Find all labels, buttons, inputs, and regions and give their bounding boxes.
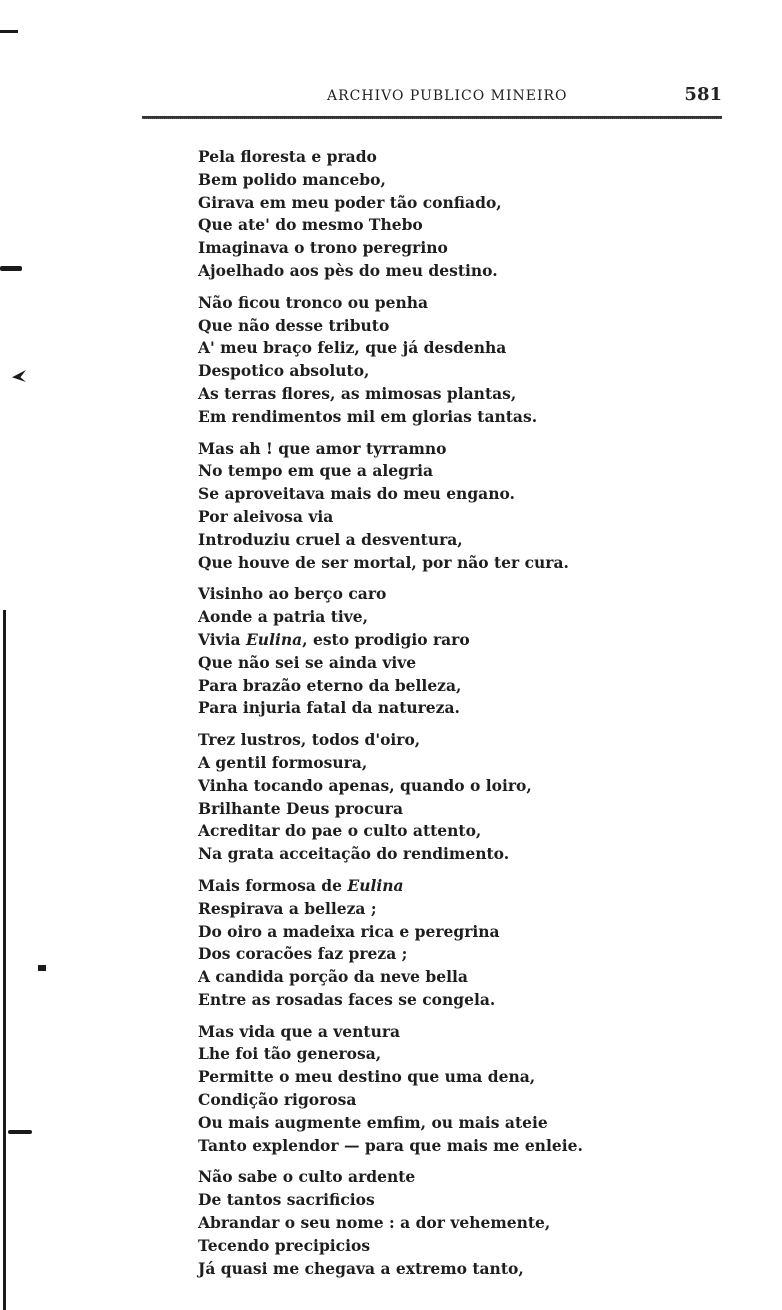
verse-line: Aonde a patria tive,: [198, 607, 369, 627]
verse-line: Entre as rosadas faces se congela.: [198, 989, 496, 1009]
verse-line: Para brazão eterno da belleza,: [198, 675, 462, 695]
verse-line: A' meu braço feliz, que já desdenha: [198, 338, 507, 358]
verse-line: Visinho ao berço caro: [198, 584, 387, 604]
verse-line: Pela floresta e prado: [198, 147, 377, 166]
verse-line: A gentil formosura,: [198, 752, 368, 772]
page-number: 581: [684, 84, 722, 105]
margin-mark: [0, 266, 22, 271]
verse-line: Tecendo precipicios: [198, 1235, 371, 1255]
stanza-4: [198, 583, 558, 720]
poem-body: [198, 146, 583, 1289]
verse-line: Brilhante Deus procura: [198, 798, 403, 818]
verse-line: Que houve de ser mortal, por não ter cura.: [198, 552, 569, 572]
verse-line: Ajoelhado aos pès do meu destino.: [198, 260, 498, 280]
verse-line: Despotico absoluto,: [198, 361, 370, 381]
verse-line: As terras flores, as mimosas plantas,: [198, 383, 517, 403]
verse-line: Mas vida que a ventura: [198, 1021, 401, 1041]
verse-line: Que ate' do mesmo Thebo: [198, 215, 423, 235]
verse-line: Lhe foi tão generosa,: [198, 1044, 382, 1064]
stanza-2: [198, 292, 558, 429]
stanza-6: [198, 875, 558, 1012]
verse-line: Vivia Eulina, esto prodigio raro: [198, 629, 470, 649]
verse-line: Condição rigorosa: [198, 1090, 357, 1110]
verse-line: Bem polido mancebo,: [198, 169, 386, 189]
verse-line: Respirava a belleza ;: [198, 898, 377, 918]
verse-line: Que não desse tributo: [198, 315, 390, 335]
margin-mark: [8, 1130, 32, 1134]
verse-line: Girava em meu poder tão confiado,: [198, 192, 502, 212]
name-eulina: Eulina: [245, 629, 303, 649]
stanza-5: [198, 729, 558, 866]
verse-line: Abrandar o seu nome : a dor vehemente,: [198, 1213, 551, 1233]
stanza-8: [198, 1166, 558, 1280]
page-header: [142, 80, 722, 120]
verse-line: Permitte o meu destino que uma dena,: [198, 1067, 536, 1087]
header-rule: [142, 116, 722, 119]
verse-line: De tantos sacrificios: [198, 1190, 375, 1210]
stanza-7: [198, 1021, 583, 1158]
verse-line: Mas ah ! que amor tyrramno: [198, 438, 447, 458]
stanza-3: [198, 438, 569, 575]
stanza-1: [198, 146, 558, 283]
verse-line: Trez lustros, todos d'oiro,: [198, 730, 421, 750]
verse-line: Para injuria fatal da natureza.: [198, 698, 460, 718]
margin-mark: [38, 965, 46, 971]
verse-line: Ou mais augmente emfim, ou mais ateie: [198, 1112, 548, 1132]
verse-line: Não sabe o culto ardente: [198, 1167, 416, 1187]
name-eulina: Eulina: [347, 875, 404, 895]
verse-line: A candida porção da neve bella: [198, 967, 468, 987]
verse-line: Na grata acceitação do rendimento.: [198, 844, 510, 864]
margin-mark: [12, 370, 26, 382]
verse-line: Já quasi me chegava a extremo tanto,: [198, 1258, 524, 1278]
verse-line: Do oiro a madeixa rica e peregrina: [198, 921, 500, 941]
verse-line: Mais formosa de Eulina: [198, 875, 404, 895]
verse-line: Acreditar do pae o culto attento,: [198, 821, 482, 841]
verse-line: Em rendimentos mil em glorias tantas.: [198, 406, 538, 426]
verse-line: Tanto explendor — para que mais me enleie.: [198, 1135, 583, 1155]
verse-line: Dos coracões faz preza ;: [198, 944, 408, 964]
running-title: ARCHIVO PUBLICO MINEIRO: [327, 88, 568, 104]
verse-line: No tempo em que a alegria: [198, 461, 434, 481]
page-edge-line: [3, 610, 6, 1310]
verse-line: Que não sei se ainda vive: [198, 652, 417, 672]
verse-line: Por aleivosa via: [198, 506, 334, 526]
verse-line: Se aproveitava mais do meu engano.: [198, 484, 515, 504]
margin-mark: [0, 30, 18, 33]
verse-line: Introduziu cruel a desventura,: [198, 529, 463, 549]
verse-line: Imaginava o trono peregrino: [198, 238, 448, 258]
verse-line: Vinha tocando apenas, quando o loiro,: [198, 775, 532, 795]
verse-line: Não ficou tronco ou penha: [198, 292, 429, 312]
